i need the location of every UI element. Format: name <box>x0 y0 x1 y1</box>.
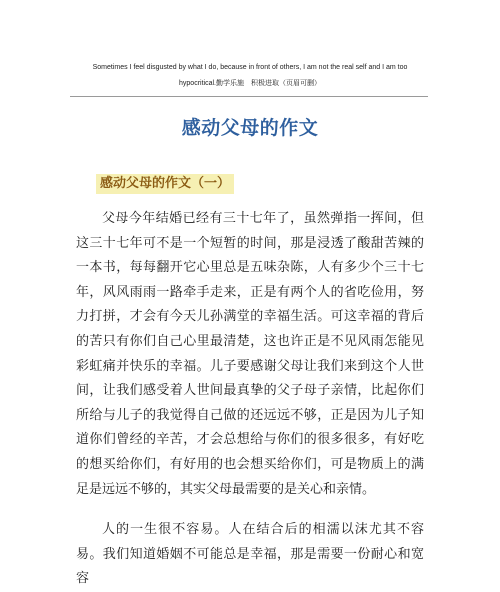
page-header <box>70 60 430 92</box>
header-line-2: hypocritical.勤学乐施 积极进取（页眉可删） <box>179 80 321 87</box>
paragraph-1: 父母今年结婚已经有三十七年了，虽然弹指一挥间，但这三十七年可不是一个短暂的时间，那是浸透了酸甜苦辣的一本书，每每翻开它心里总是五味杂陈，人有多少个三十七年，风风雨雨一路牵手走来，正是有两个人的省吃俭用，努力打拼，才会有今天儿孙满堂的幸福生活。可这幸福的背后的苦只有你们自己心里最清楚，这也许正是不见风雨怎能见彩虹痛并快乐的幸福。儿子要感谢父母让我们来到这个人世间，让我们感受着人世间最真挚的父子母子亲情，比起你们所给与儿子的我觉得自己做的还远远不够，正是因为儿子知道你们曾经的辛苦，才会总想给与你们的很多很多，有好吃的想买给你们，有好用的也会想买给你们，可是物质上的满足是远远不够的，其实父母最需要的是关心和亲情。 <box>76 211 424 497</box>
document-body <box>76 207 424 592</box>
header-line-1: Sometimes I feel disgusted by what I do, because in front of others, I am not the real self and I am too <box>92 64 408 71</box>
document-title: 感动父母的作文 <box>181 117 319 139</box>
paragraph-2: 人的一生很不容易。人在结合后的相濡以沫尤其不容易。我们知道婚姻不可能总是幸福，那是需要一份耐心和宽容 <box>76 522 424 587</box>
header-divider <box>70 96 428 97</box>
section-heading: 感动父母的作文（一） <box>96 174 234 194</box>
